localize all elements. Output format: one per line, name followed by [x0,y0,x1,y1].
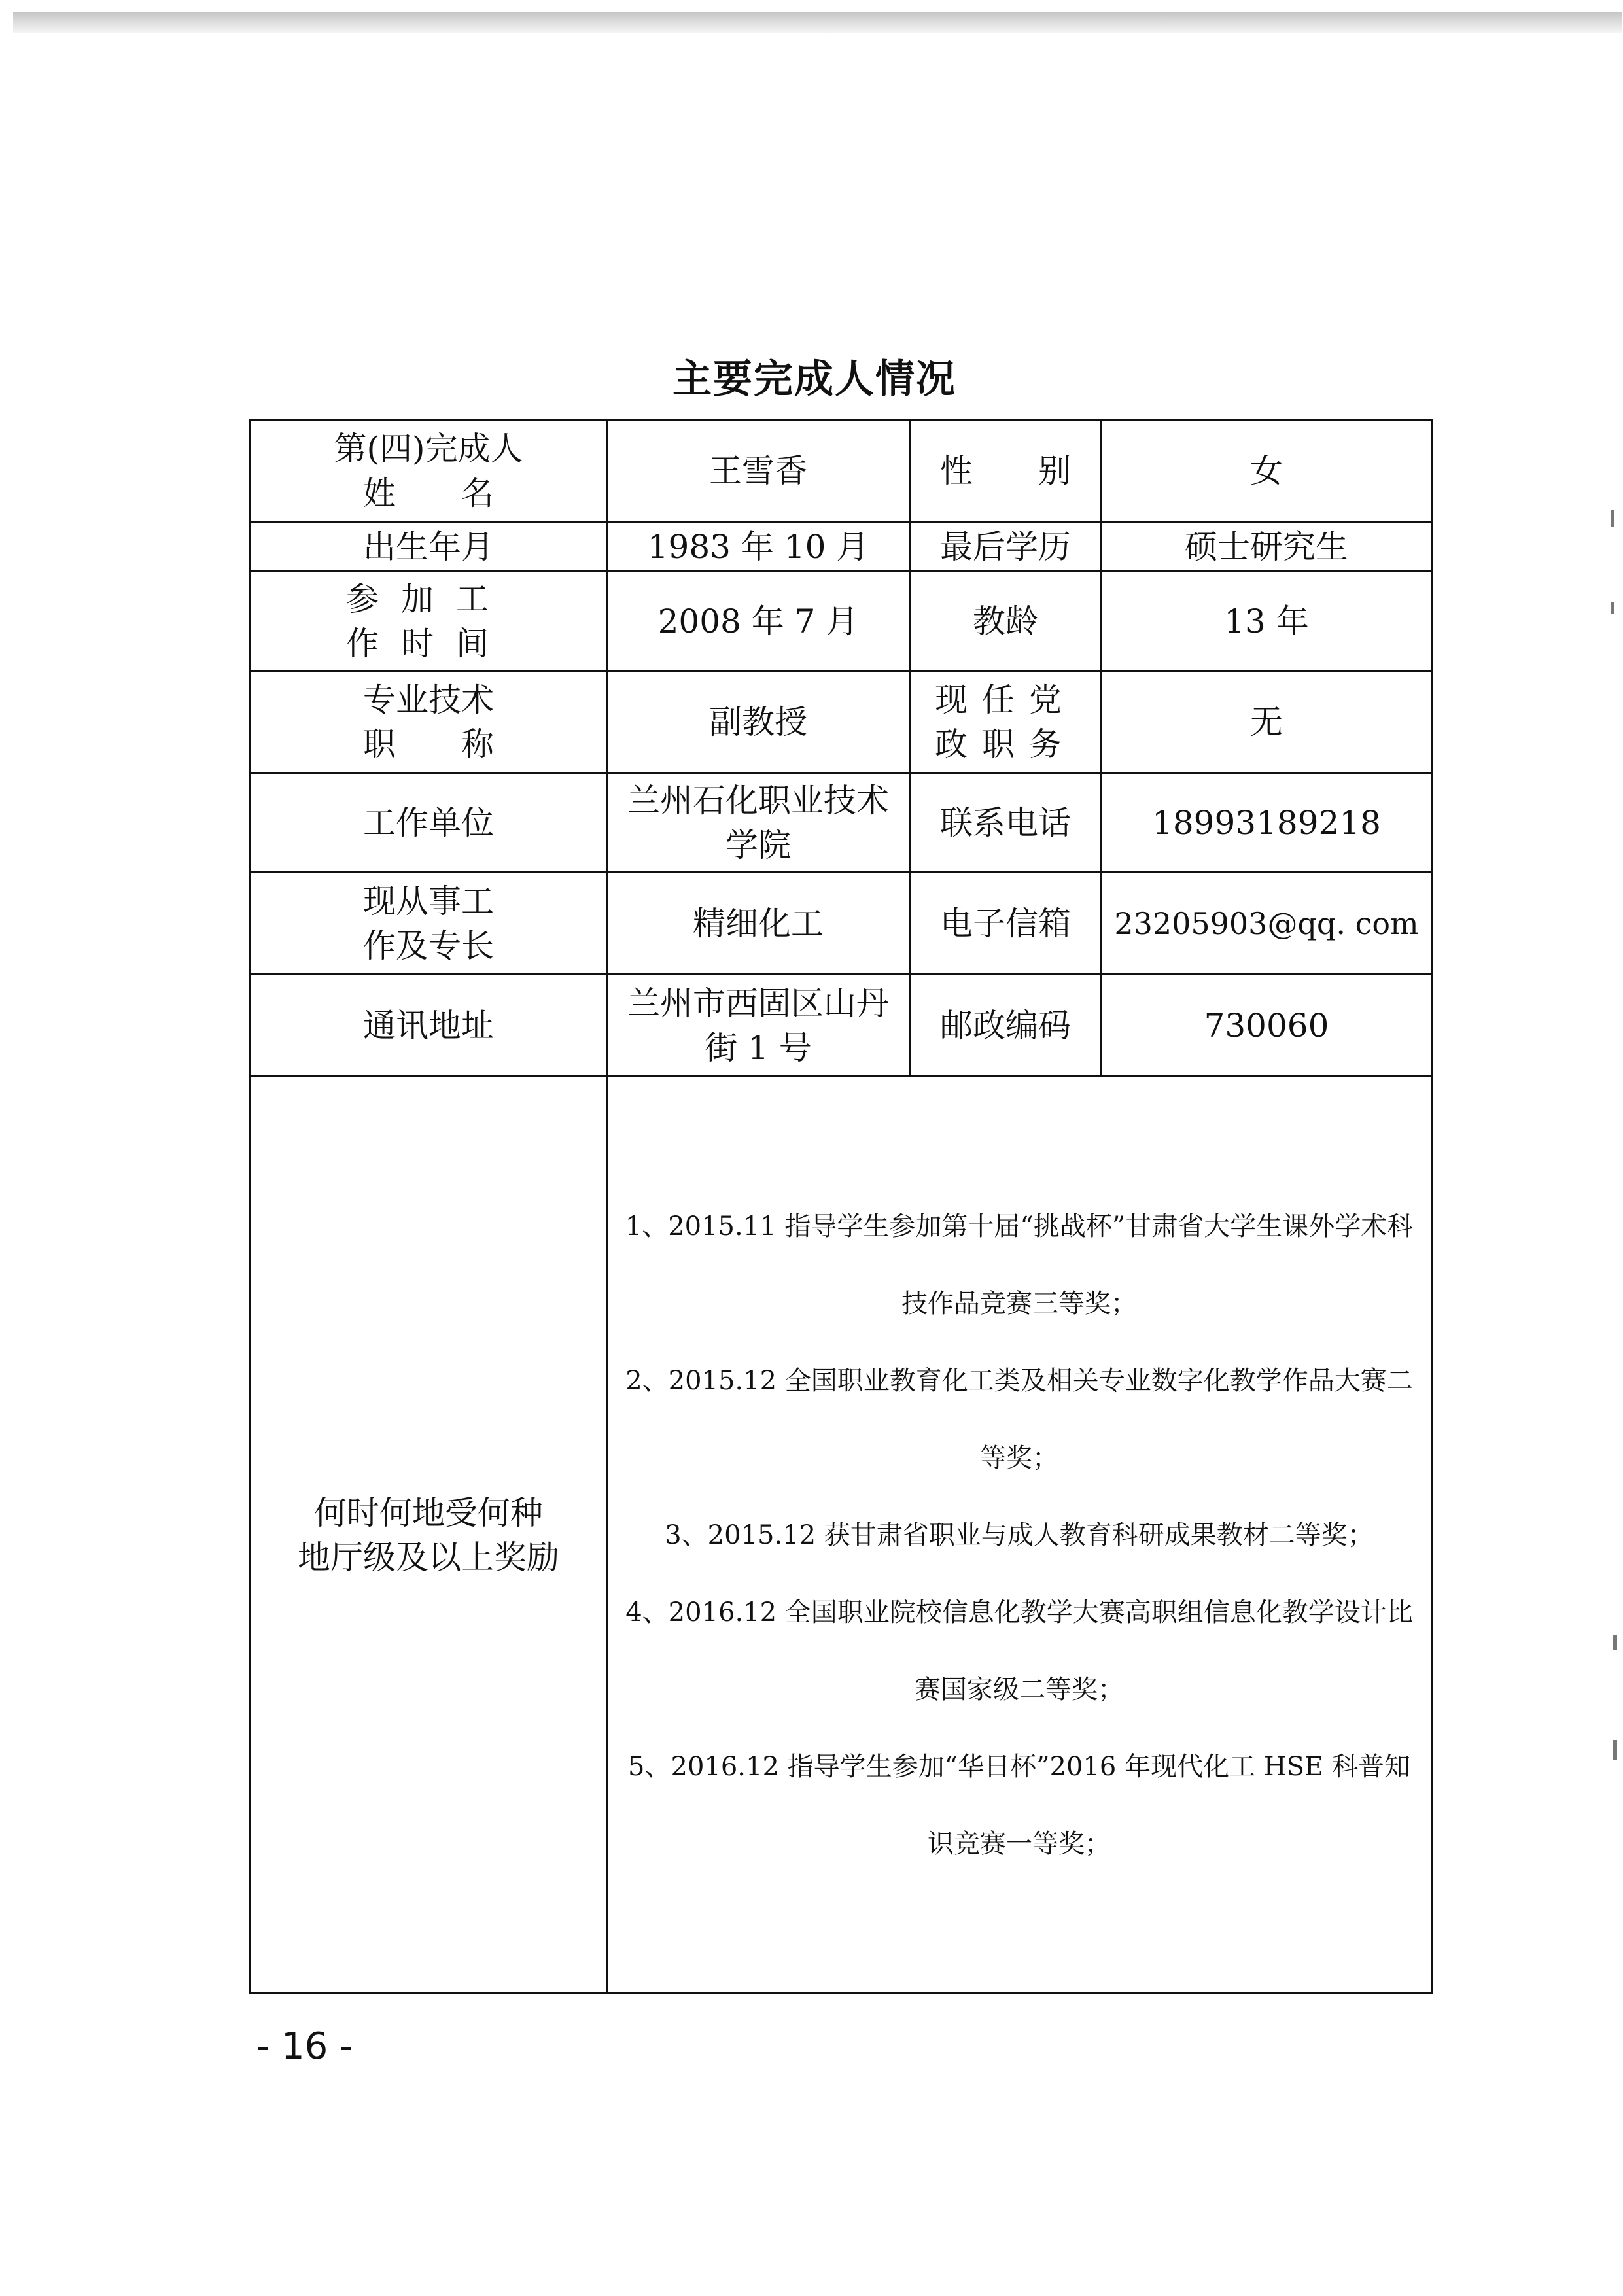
work-start-value: 2008 年 7 月 [607,572,910,671]
gender-value: 女 [1102,420,1432,522]
scan-edge-mark [1613,1635,1617,1650]
postcode-value: 730060 [1102,975,1432,1077]
email-value: 23205903@qq. com [1102,873,1432,975]
title-value: 副教授 [607,671,910,773]
education-value: 硕士研究生 [1102,522,1432,572]
work-start-label-line2: 作时间 [346,624,511,663]
work-start-label-cell [251,572,607,671]
specialty-label-line2: 作及专长 [363,926,494,965]
page-title: 主要完成人情况 [672,357,956,402]
award-item: 1、2015.11 指导学生参加第十届“挑战杯”甘肃省大学生课外学术科技作品竞赛三等奖； [625,1211,1414,1319]
awards-label-line1: 何时何地受何种 [314,1493,543,1532]
birth-label: 出生年月 [251,522,607,572]
title-label-line2: 职 称 [363,725,494,763]
teaching-years-label: 教龄 [910,572,1102,671]
awards-list [607,1077,1432,1994]
contributor-info-table [249,419,1433,1994]
employer-label: 工作单位 [251,773,607,873]
scan-edge-mark [1613,1740,1617,1760]
table-row [251,420,1432,522]
teaching-years-value: 13 年 [1102,572,1432,671]
address-label: 通讯地址 [251,975,607,1077]
party-post-label-line2: 政职务 [935,725,1076,763]
phone-label: 联系电话 [910,773,1102,873]
table-row [251,572,1432,671]
gender-label: 性 别 [910,420,1102,522]
party-post-label-cell [910,671,1102,773]
title-label-line1: 专业技术 [363,680,494,719]
award-item: 3、2015.12 获甘肃省职业与成人教育科研成果教材二等奖； [665,1520,1374,1550]
page-number: - 16 - [256,2025,353,2068]
email-label: 电子信箱 [910,873,1102,975]
work-start-label-line1: 参加工 [346,580,511,618]
specialty-label-line1: 现从事工 [363,882,494,920]
table-row [251,671,1432,773]
name-label-cell [251,420,607,522]
birth-value: 1983 年 10 月 [607,522,910,572]
table-row [251,873,1432,975]
scan-shadow-edge [13,12,1622,33]
name-label-line2: 姓 名 [363,474,494,512]
scan-edge-mark [1611,510,1614,527]
name-label-line1: 第(四)完成人 [334,429,523,468]
awards-label-cell [251,1077,607,1994]
table-row [251,975,1432,1077]
education-label: 最后学历 [910,522,1102,572]
specialty-value: 精细化工 [607,873,910,975]
specialty-label-cell [251,873,607,975]
table-row [251,522,1432,572]
name-value: 王雪香 [607,420,910,522]
party-post-label-line1: 现任党 [935,680,1076,719]
award-item: 2、2015.12 全国职业教育化工类及相关专业数字化教学作品大赛二等奖； [625,1365,1413,1473]
employer-value: 兰州石化职业技术学院 [607,773,910,873]
table-row [251,1077,1432,1994]
awards-label-line2: 地厅级及以上奖励 [298,1538,559,1576]
phone-value: 18993189218 [1102,773,1432,873]
award-item: 5、2016.12 指导学生参加“华日杯”2016 年现代化工 HSE 科普知识竞赛一等奖； [628,1751,1410,1859]
party-post-value: 无 [1102,671,1432,773]
table-row [251,773,1432,873]
award-item: 4、2016.12 全国职业院校信息化教学大赛高职组信息化教学设计比赛国家级二等奖； [625,1597,1413,1705]
scan-edge-mark [1611,602,1614,614]
title-label-cell [251,671,607,773]
postcode-label: 邮政编码 [910,975,1102,1077]
address-value: 兰州市西固区山丹街 1 号 [607,975,910,1077]
